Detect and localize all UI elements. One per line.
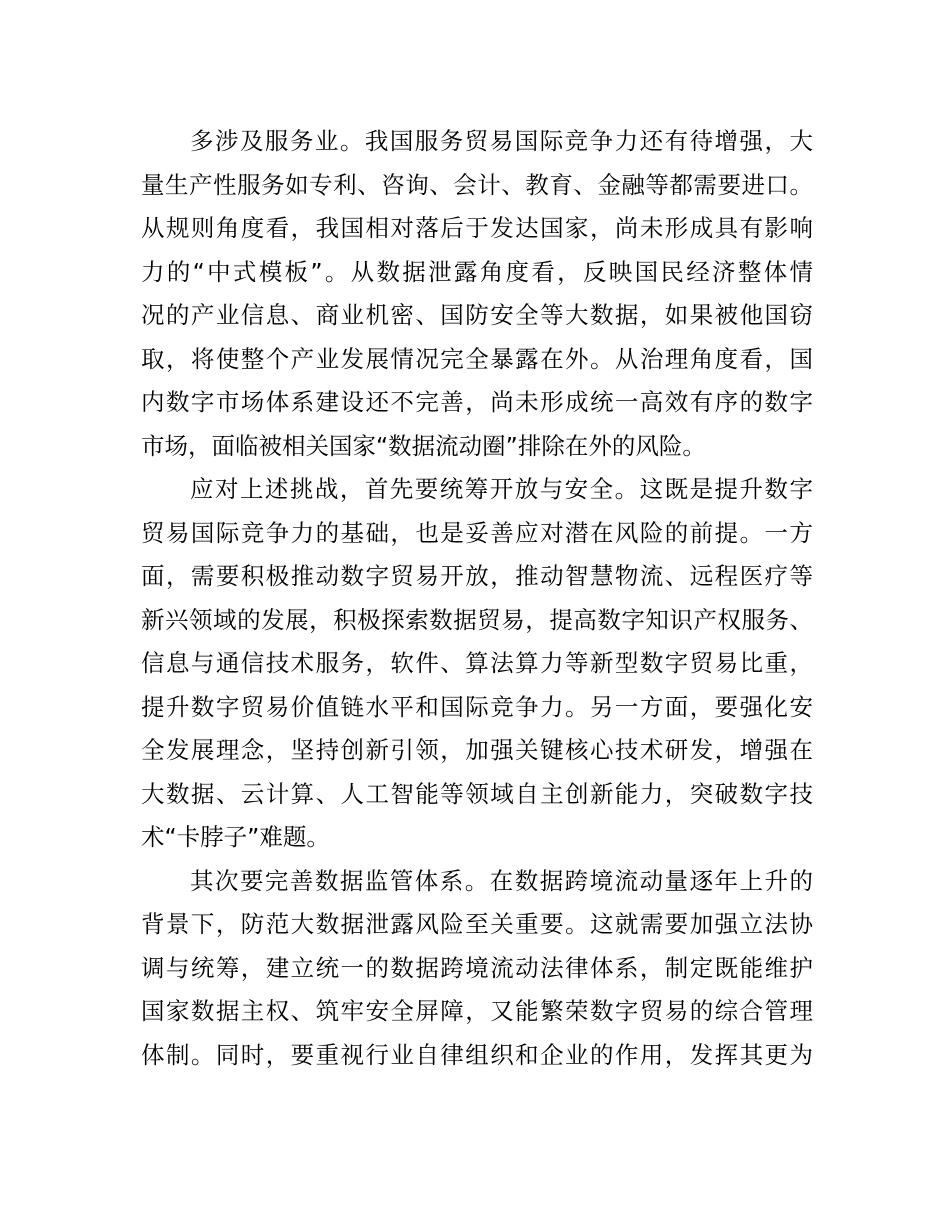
- text-line: 况的产业信息、商业机密、国防安全等大数据，如果被他国窃: [141, 301, 813, 329]
- text-line: 贸易国际竞争力的基础，也是妥善应对潜在风险的前提。一方: [141, 518, 813, 547]
- text-line: 多涉及服务业。我国服务贸易国际竞争力还有待增强，大: [190, 127, 813, 155]
- text-line: 面，需要积极推动数字贸易开放，推动智慧物流、远程医疗等: [141, 562, 813, 590]
- text-line: 其次要完善数据监管体系。在数据跨境流动量逐年上升的: [190, 866, 813, 895]
- text-line: 国家数据主权、筑牢安全屏障，又能繁荣数字贸易的综合管理: [141, 997, 813, 1025]
- text-line: 市场，面临被相关国家“数据流动圈”排除在外的风险。: [141, 431, 706, 460]
- document-body: [141, 120, 813, 1077]
- text-line: 术“卡脖子”难题。: [141, 823, 330, 851]
- text-line: 背景下，防范大数据泄露风险至关重要。这就需要加强立法协: [141, 910, 813, 938]
- text-line: 信息与通信技术服务，软件、算法算力等新型数字贸易比重，: [141, 649, 813, 677]
- text-line: 新兴领域的发展，积极探索数据贸易，提高数字知识产权服务、: [141, 605, 813, 634]
- text-line: 应对上述挑战，首先要统筹开放与安全。这既是提升数字: [190, 475, 813, 503]
- text-line: 取，将使整个产业发展情况完全暴露在外。从治理角度看，国: [141, 344, 813, 373]
- text-line: 从规则角度看，我国相对落后于发达国家，尚未形成具有影响: [141, 214, 813, 242]
- paragraph-2: [141, 468, 813, 860]
- text-line: 大数据、云计算、人工智能等领域自主创新能力，突破数字技: [141, 779, 813, 808]
- text-line: 量生产性服务如专利、咨询、会计、教育、金融等都需要进口。: [141, 170, 813, 199]
- text-line: 调与统筹，建立统一的数据跨境流动法律体系，制定既能维护: [141, 953, 813, 982]
- text-line: 内数字市场体系建设还不完善，尚未形成统一高效有序的数字: [141, 388, 813, 416]
- text-line: 力的“中式模板”。从数据泄露角度看，反映国民经济整体情: [141, 257, 813, 286]
- paragraph-1: [141, 120, 813, 468]
- text-line: 全发展理念，坚持创新引领，加强关键核心技术研发，增强在: [141, 736, 813, 764]
- paragraph-3: [141, 860, 813, 1078]
- text-line: 提升数字贸易价值链水平和国际竞争力。另一方面，要强化安: [141, 692, 813, 721]
- text-line: 体制。同时，要重视行业自律组织和企业的作用，发挥其更为: [141, 1040, 813, 1069]
